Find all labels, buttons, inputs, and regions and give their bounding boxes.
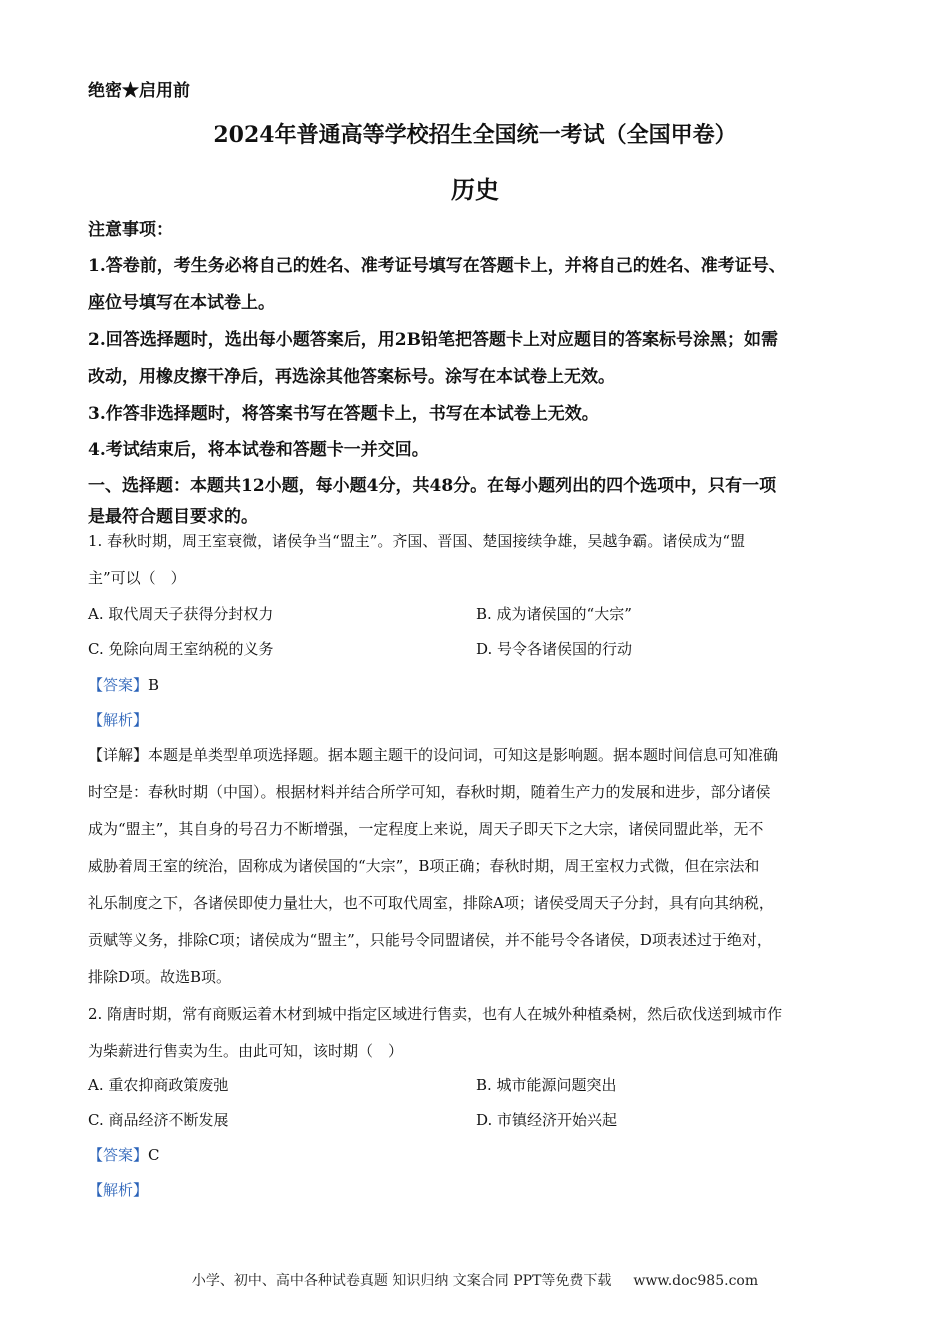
footer-text: 小学、初中、高中各种试卷真题 知识归纳 文案合同 PPT等免费下载 (191, 1273, 612, 1289)
section-heading: 一、选择题：本题共12小题，每小题4分，共48分。在每小题列出的四个选项中，只有一项 (88, 476, 777, 496)
notice-line: 改动，用橡皮擦干净后，再选涂其他答案标号。涂写在本试卷上无效。 (88, 367, 615, 387)
notice-line: 4.考试结束后，将本试卷和答题卡一并交回。 (88, 440, 429, 460)
answer-tag: 【答案】 (88, 1146, 149, 1164)
detail-tag: 【详解】 (88, 746, 149, 764)
answer-value: B (148, 676, 160, 694)
page-footer (0, 1270, 950, 1290)
question-2-option-b: B. 城市能源问题突出 (476, 1076, 617, 1094)
question-2-stem: 为柴薪进行售卖为生。由此可知，该时期（ ） (88, 1042, 404, 1060)
question-2-stem: 2. 隋唐时期，常有商贩运着木材到城中指定区域进行售卖，也有人在城外种植桑树，然后砍伐送到城市作 (88, 1005, 783, 1023)
confidential-label: 绝密★启用前 (88, 81, 190, 101)
question-1-detail: 礼乐制度之下，各诸侯即使力量壮大，也不可取代周室，排除A项；诸侯受周天子分封，具有向其纳税， (88, 894, 774, 912)
question-1-stem: 主”可以（ ） (88, 569, 186, 587)
question-1-detail: 贡赋等义务，排除C项；诸侯成为“盟主”，只能号令同盟诸侯，并不能号令各诸侯，D项表述过于绝对， (88, 931, 772, 949)
question-2-answer (88, 1144, 160, 1165)
notice-line: 2.回答选择题时，选出每小题答案后，用2B铅笔把答题卡上对应题目的答案标号涂黑；如需 (88, 330, 778, 350)
question-1-option-b: B. 成为诸侯国的“大宗” (476, 605, 632, 623)
answer-tag: 【答案】 (88, 676, 149, 694)
question-1-answer (88, 674, 159, 695)
notice-line: 座位号填写在本试卷上。 (88, 293, 275, 313)
question-2-option-d: D. 市镇经济开始兴起 (476, 1111, 618, 1129)
subject-title: 历史 (451, 175, 499, 204)
question-2-analysis-tag: 【解析】 (88, 1181, 149, 1199)
notice-heading: 注意事项： (88, 220, 173, 240)
question-1-detail: 时空是：春秋时期（中国）。根据材料并结合所学可知，春秋时期，随着生产力的发展和进步，部分诸侯 (88, 783, 771, 801)
question-2-option-a: A. 重农抑商政策废弛 (88, 1076, 229, 1094)
exam-title: 2024年普通高等学校招生全国统一考试（全国甲卷） (213, 122, 737, 148)
question-1-stem: 1. 春秋时期，周王室衰微，诸侯争当“盟主”。齐国、晋国、楚国接续争雄，吴越争霸。诸侯成为“盟 (88, 532, 746, 550)
detail-text: 本题是单类型单项选择题。据本题主题干的设问词，可知这是影响题。据本题时间信息可知准确 (148, 746, 779, 764)
footer-url[interactable]: www.doc985.com (633, 1273, 759, 1289)
notice-line: 1.答卷前，考生务必将自己的姓名、准考证号填写在答题卡上，并将自己的姓名、准考证号、 (88, 256, 786, 276)
question-1-analysis-tag: 【解析】 (88, 711, 149, 729)
question-2-option-c: C. 商品经济不断发展 (88, 1111, 229, 1129)
question-1-detail (88, 744, 778, 765)
question-1-option-a: A. 取代周天子获得分封权力 (88, 605, 274, 623)
question-1-detail: 威胁着周王室的统治，固称成为诸侯国的“大宗”，B项正确；春秋时期，周王室权力式微，但在宗法和 (88, 857, 760, 875)
section-heading: 是最符合题目要求的。 (88, 507, 258, 527)
question-1-detail: 成为“盟主”，其自身的号召力不断增强，一定程度上来说，周天子即天下之大宗，诸侯同盟此举，无不 (88, 820, 764, 838)
question-1-option-d: D. 号令各诸侯国的行动 (476, 640, 633, 658)
notice-line: 3.作答非选择题时，将答案书写在答题卡上，书写在本试卷上无效。 (88, 404, 599, 424)
question-1-detail: 排除D项。故选B项。 (88, 968, 232, 986)
answer-value: C (148, 1146, 160, 1164)
question-1-option-c: C. 免除向周王室纳税的义务 (88, 640, 274, 658)
